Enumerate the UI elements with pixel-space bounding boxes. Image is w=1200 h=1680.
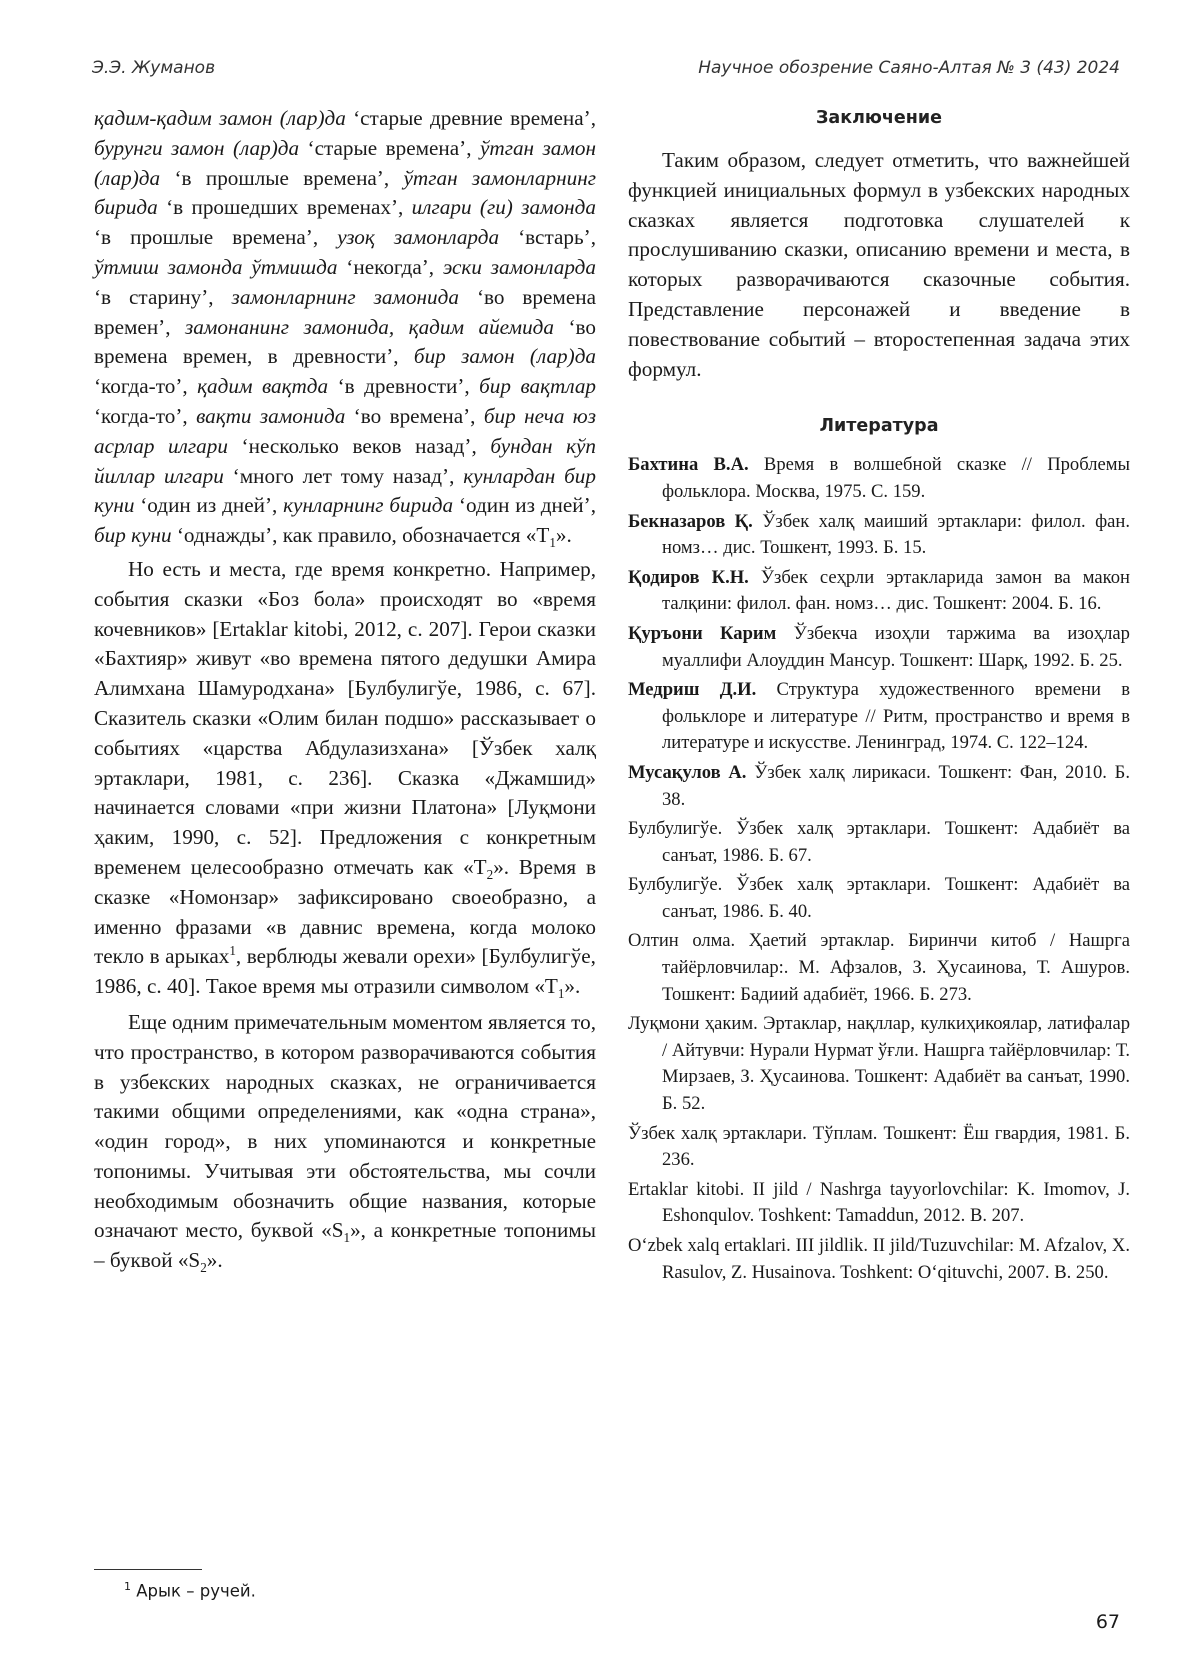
- reference-item: [628, 760, 1130, 813]
- text-run: ‘когда-то’,: [94, 374, 198, 399]
- uzbek-formula: бир вақтлар: [479, 374, 597, 399]
- reference-text: Олтин олма. Ҳаетий эртаклар. Биринчи китоб / Нашрга тайёрловчилар:. М. Афзалов, З. Ҳусаинова, Т. Ашуров. Тошкент: Бадиий адабиёт, 1966. Б. 273.: [628, 930, 1130, 1005]
- reference-item: [628, 1121, 1130, 1174]
- text-run: ».: [206, 1248, 223, 1273]
- uzbek-formula: қадим вақтда: [197, 374, 329, 399]
- paragraph-time-formulas: [94, 104, 596, 551]
- paragraph-concrete-time: [94, 555, 596, 1002]
- text-run: ‘в старину’,: [94, 284, 232, 309]
- text-run: Но есть и места, где время конкретно. Например, события сказки «Боз бола» происходят во «время кочевников» [Ertaklar kitobi, 2012, с. 207]. Герои сказки «Бахтияр» живут «во времена пятого дедушки Амира Алимхана Шамуродхана» [Булбулигўе, 1986, с. 67]. Сказитель сказки «Олим билан подшо» рассказывает о событиях «царства Абдулазизхана» [Ўзбек халқ эртаклари, 1981, с. 236]. Сказка «Джамшид» начинается словами «при жизни Платона» [Луқмони ҳаким, 1990, с. 52]. Предложения с конкретным временем целесообразно отмечать как «T: [94, 556, 596, 879]
- reference-item: [628, 452, 1130, 505]
- reference-text: Ўзбек халқ лирикаси. Тошкент: Фан, 2010. Б. 38.: [662, 761, 1130, 810]
- text-run: ‘некогда’,: [337, 254, 443, 279]
- reference-text: Ertaklar kitobi. II jild / Nashrga tayyorlovchilar: K. Imomov, J. Eshonqulov. Toshkent: Tamaddun, 2012. B. 207.: [628, 1178, 1130, 1227]
- uzbek-formula: кунлардан бир куни: [94, 463, 596, 518]
- uzbek-formula: бир замон (лар)да: [413, 344, 597, 369]
- uzbek-formula: замонларнинг замонида: [231, 284, 459, 309]
- uzbek-formula: бир куни: [94, 523, 172, 548]
- reference-item: [628, 677, 1130, 757]
- text-run: ‘в древности’,: [328, 374, 480, 399]
- reference-text: Ўзбекча изоҳли таржима ва изоҳлар муаллифи Алоуддин Мансур. Тошкент: Шарқ, 1992. Б. 25.: [662, 622, 1130, 671]
- reference-author: Мусақулов А.: [628, 761, 747, 783]
- subscript-index: 2: [200, 1260, 207, 1276]
- text-run: ‘однажды’, как правило, обозначается «T: [171, 523, 550, 548]
- conclusion-heading: Заключение: [815, 108, 943, 128]
- subscript-index: 1: [343, 1230, 351, 1246]
- text-run: ‘встарь’,: [499, 225, 596, 250]
- literature-heading: Литература: [819, 416, 939, 437]
- uzbek-formula: бурунги замон (лар)да: [94, 135, 300, 160]
- uzbek-formula: ўтган замонларнинг бирида: [94, 165, 596, 220]
- text-run: ‘один из дней’,: [453, 493, 596, 518]
- reference-text: Ўзбек сеҳрли эртакларида замон ва макон талқини: филол. фан. номз… дис. Тошкент: 2004. Б. 16.: [662, 566, 1130, 615]
- text-run: ‘в прошлые времена’,: [160, 165, 404, 190]
- reference-author: Бахтина В.А.: [628, 454, 749, 476]
- reference-item: [628, 509, 1130, 562]
- text-run: ‘в прошедших временах’,: [157, 195, 412, 220]
- reference-text: Булбулигўе. Ўзбек халқ эртаклари. Тошкент: Адабиёт ва санъат, 1986. Б. 67.: [628, 818, 1130, 866]
- reference-text: Луқмони ҳаким. Эртаклар, нақллар, кулкиҳикоялар, латифалар / Айтувчи: Нурали Нурмат ўғли. Нашрга тайёрловчилар: Т. Мирзаев, З. Ҳусаинова. Тошкент: Адабиёт ва санъат, 1990. Б. 52.: [628, 1013, 1130, 1115]
- uzbek-formula: вақти замонида: [196, 403, 346, 428]
- uzbek-formula: эски замонларда: [442, 254, 596, 279]
- reference-list: [628, 452, 1130, 1286]
- reference-item: [628, 928, 1130, 1008]
- text-run: Еще одним примечательным моментом является то, что пространство, в котором разворачиваются события в узбекских народных сказках, не ограничивается такими общими определениями, как «одна страна», «один город», в них упоминаются и конкретные топонимы. Учитывая эти обстоятельства, мы сочли необходимым обозначить общие названия, которые означают место, буквой «S: [94, 1009, 596, 1243]
- text-run: », а конкретные топонимы – буквой «S: [94, 1218, 596, 1273]
- text-run: ‘во времена’,: [345, 403, 484, 428]
- uzbek-formula: бундан кўп йиллар илгари: [94, 433, 596, 488]
- text-run: ‘старые времена’,: [299, 135, 480, 160]
- text-run: ‘когда-то’,: [94, 403, 197, 428]
- text-run: ».: [555, 523, 572, 548]
- text-run: ‘старые древние времена’,: [345, 106, 596, 130]
- reference-author: Бекназаров Қ.: [628, 510, 753, 532]
- reference-author: Медриш Д.И.: [628, 679, 757, 701]
- uzbek-formula: ўтмиш замонда ўтмишда: [94, 254, 338, 279]
- footnote-text: Арык – ручей.: [131, 1581, 256, 1601]
- footnote-divider: [94, 1569, 202, 1570]
- subscript-index: 1: [557, 986, 565, 1002]
- text-run: ‘в прошлые времена’,: [94, 225, 338, 250]
- uzbek-formula: ўтган замон (лар)да: [94, 135, 596, 190]
- page-number: 67: [1095, 1611, 1120, 1633]
- author-name: Э.Э. Жуманов: [92, 58, 216, 78]
- reference-text: Структура художественного времени в фольклоре и литературе // Ритм, пространство и время в литературе и искусстве. Ленинград, 1974. С. 122–124.: [662, 679, 1130, 754]
- text-run: ‘во времена времен, в древности’,: [94, 314, 597, 369]
- reference-item: [628, 565, 1130, 618]
- left-column: [94, 104, 596, 1276]
- uzbek-formula: илгари (ги) замонда: [411, 195, 596, 220]
- text-run: ‘во времена времен’,: [94, 284, 596, 339]
- subscript-index: 1: [549, 535, 556, 551]
- conclusion-text: Таким образом, следует отметить, что важнейшей функцией инициальных формул в узбекских народных сказках является подготовка слушателей к прослушиванию сказки, описанию времени и места, в которых разворачиваются сказочные события. Представление персонажей и введение в повествование событий – второстепенная задача этих формул.: [628, 148, 1130, 381]
- text-run: ‘несколько веков назад’,: [227, 433, 491, 458]
- text-run: ‘один из дней’,: [134, 493, 284, 518]
- reference-item: [628, 1177, 1130, 1230]
- footnote: [124, 1574, 256, 1605]
- uzbek-formula: қадим-қадим замон (лар)да: [94, 106, 346, 130]
- reference-item: [628, 816, 1130, 869]
- reference-text: Время в волшебной сказке // Проблемы фольклора. Москва, 1975. С. 159.: [662, 454, 1131, 502]
- right-column: [628, 104, 1130, 1289]
- uzbek-formula: замонанинг замонида, қадим айемида: [185, 314, 554, 339]
- paragraph-space: [94, 1008, 596, 1276]
- reference-text: Ўзбек халқ эртаклари. Тўплам. Тошкент: Ёш гвардия, 1981. Б. 236.: [628, 1122, 1130, 1171]
- journal-title: Научное обозрение Саяно-Алтая № 3 (43) 2024: [698, 58, 1120, 78]
- reference-text: O‘zbek xalq ertaklari. III jildlik. II jild/Tuzuvchilar: M. Afzalov, X. Rasulov, Z. Husainova. Toshkent: O‘qituvchi, 2007. B. 250.: [628, 1235, 1130, 1283]
- uzbek-formula: бир неча юз асрлар илгари: [94, 403, 597, 458]
- uzbek-formula: кунларнинг бирида: [283, 493, 454, 518]
- reference-text: Булбулигўе. Ўзбек халқ эртаклари. Тошкент: Адабиёт ва санъат, 1986. Б. 40.: [628, 874, 1130, 922]
- running-head: [92, 58, 1120, 88]
- text-run: , верблюды жевали орехи» [Булбулигўе, 1986, с. 40]. Такое время мы отразили символом «T: [94, 944, 596, 999]
- text-run: ». Время в сказке «Номонзар» зафиксировано своеобразно, а именно фразами «в давнис времена, когда молоко текло в арыках: [94, 854, 596, 969]
- footnote-ref: 1: [229, 943, 236, 959]
- uzbek-formula: узоқ замонларда: [337, 225, 500, 250]
- text-run: ‘много лет тому назад’,: [223, 463, 464, 488]
- footnote-mark: 1: [124, 1580, 131, 1593]
- reference-text: Ўзбек халқ маиший эртаклари: филол. фан. номз… дис. Тошкент, 1993. Б. 15.: [662, 510, 1130, 559]
- reference-item: [628, 621, 1130, 674]
- reference-item: [628, 1233, 1130, 1286]
- reference-item: [628, 872, 1130, 925]
- text-run: ».: [564, 974, 581, 999]
- subscript-index: 2: [486, 867, 494, 883]
- reference-author: Қодиров К.Н.: [628, 566, 749, 588]
- reference-item: [628, 1011, 1130, 1117]
- reference-author: Қуръони Карим: [628, 622, 777, 644]
